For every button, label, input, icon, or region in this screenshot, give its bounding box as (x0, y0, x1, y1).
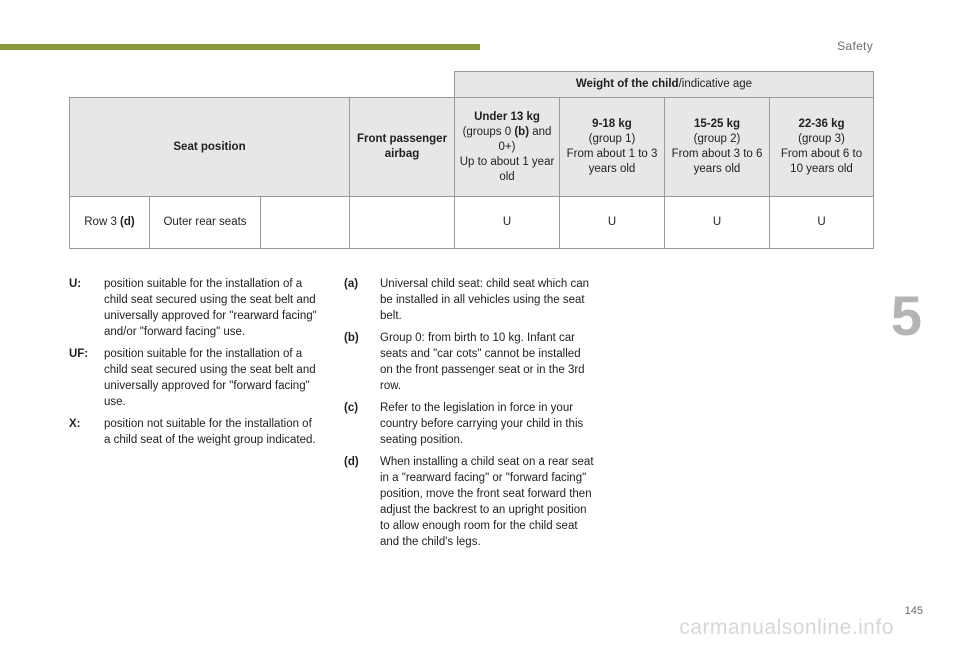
value-group-1-text: U (607, 216, 617, 228)
group-1-group: (group 1) (588, 133, 636, 145)
group-3-header (769, 97, 874, 197)
section-title: Safety (837, 39, 873, 53)
group-0-line-b: and 0+) (498, 125, 552, 153)
note-a (344, 276, 594, 324)
group-2-group: (group 2) (693, 133, 741, 145)
note-text: When installing a child seat on a rear seat in a "rearward facing" or "forward facing" position, move the front seat forward then adjust the backrest to an upright position to allow enough room for the child seat and the child's legs. (380, 456, 594, 548)
note-b (344, 330, 594, 394)
legend-key: U: (69, 278, 82, 290)
value-group-2-text: U (712, 216, 722, 228)
value-group-2 (664, 196, 770, 249)
group-1-weight: 9-18 kg (592, 118, 632, 130)
group-3-age: From about 6 to 10 years old (780, 148, 863, 175)
note-text: Universal child seat: child seat which can be installed in all vehicles using the seat belt. (380, 278, 590, 322)
legend-text: position suitable for the installation of a child seat secured using the seat belt and universally approved for "rearward facing" and/or "forward facing" use. (104, 278, 317, 338)
note-c (344, 400, 594, 448)
legend-item-x (69, 416, 317, 448)
legend-key: UF: (69, 348, 89, 360)
seat-position-label: Seat position (173, 140, 246, 153)
group-0-weight: Under 13 kg (474, 110, 540, 123)
note-text: Group 0: from birth to 10 kg. Infant car seats and "car cots" cannot be installed on the front passenger seat or in the 3rd row. (380, 332, 585, 392)
header-accent-bar (0, 44, 480, 50)
value-group-0-text: U (502, 216, 512, 228)
group-0-note: (b) (514, 125, 530, 138)
value-group-3-text: U (817, 216, 826, 228)
seat-position-header (69, 97, 350, 197)
group-0-header (454, 97, 560, 197)
note-text: Refer to the legislation in force in your country before carrying your child in this seating position. (380, 402, 584, 446)
legend-key: X: (69, 418, 81, 430)
group-1-age: From about 1 to 3 years old (566, 148, 658, 175)
seat-cell (149, 196, 261, 249)
group-0-age: Up to about 1 year old (459, 155, 555, 183)
seat-label: Outer rear seats (163, 216, 247, 228)
weight-header (454, 71, 874, 98)
airbag-label: Front passenger airbag (356, 133, 448, 160)
note-key: (d) (344, 456, 359, 468)
empty-cell (260, 196, 350, 249)
legend-item-uf (69, 346, 317, 410)
watermark: carmanualsonline.info (679, 616, 894, 639)
weight-header-rest: /indicative age (678, 78, 753, 90)
value-group-0 (454, 196, 560, 249)
legend-item-u (69, 276, 317, 340)
note-key: (a) (344, 278, 359, 290)
legend-left (69, 276, 317, 454)
group-0-line-a: (groups 0 (462, 125, 515, 138)
group-1-header (559, 97, 665, 197)
group-2-age: From about 3 to 6 years old (671, 148, 763, 175)
note-key: (c) (344, 402, 359, 414)
page-number: 145 (904, 605, 923, 617)
legend-text: position suitable for the installation of a child seat secured using the seat belt and universally approved for "forward facing" use. (104, 348, 316, 408)
group-2-header (664, 97, 770, 197)
value-group-1 (559, 196, 665, 249)
group-3-group: (group 3) (798, 133, 845, 145)
airbag-cell (349, 196, 455, 249)
note-d (344, 454, 594, 550)
group-3-weight: 22-36 kg (798, 118, 845, 130)
row-note: (d) (120, 216, 135, 228)
chapter-number: 5 (890, 284, 922, 347)
legend-text: position not suitable for the installation of a child seat of the weight group indicated. (104, 418, 316, 446)
weight-header-bold: Weight of the child (575, 78, 679, 90)
group-2-weight: 15-25 kg (693, 118, 741, 130)
airbag-header (349, 97, 455, 197)
legend-right (344, 276, 594, 556)
row-label-cell (69, 196, 150, 249)
row-label: Row 3 (84, 216, 121, 228)
note-key: (b) (344, 332, 359, 344)
value-group-3 (769, 196, 874, 249)
